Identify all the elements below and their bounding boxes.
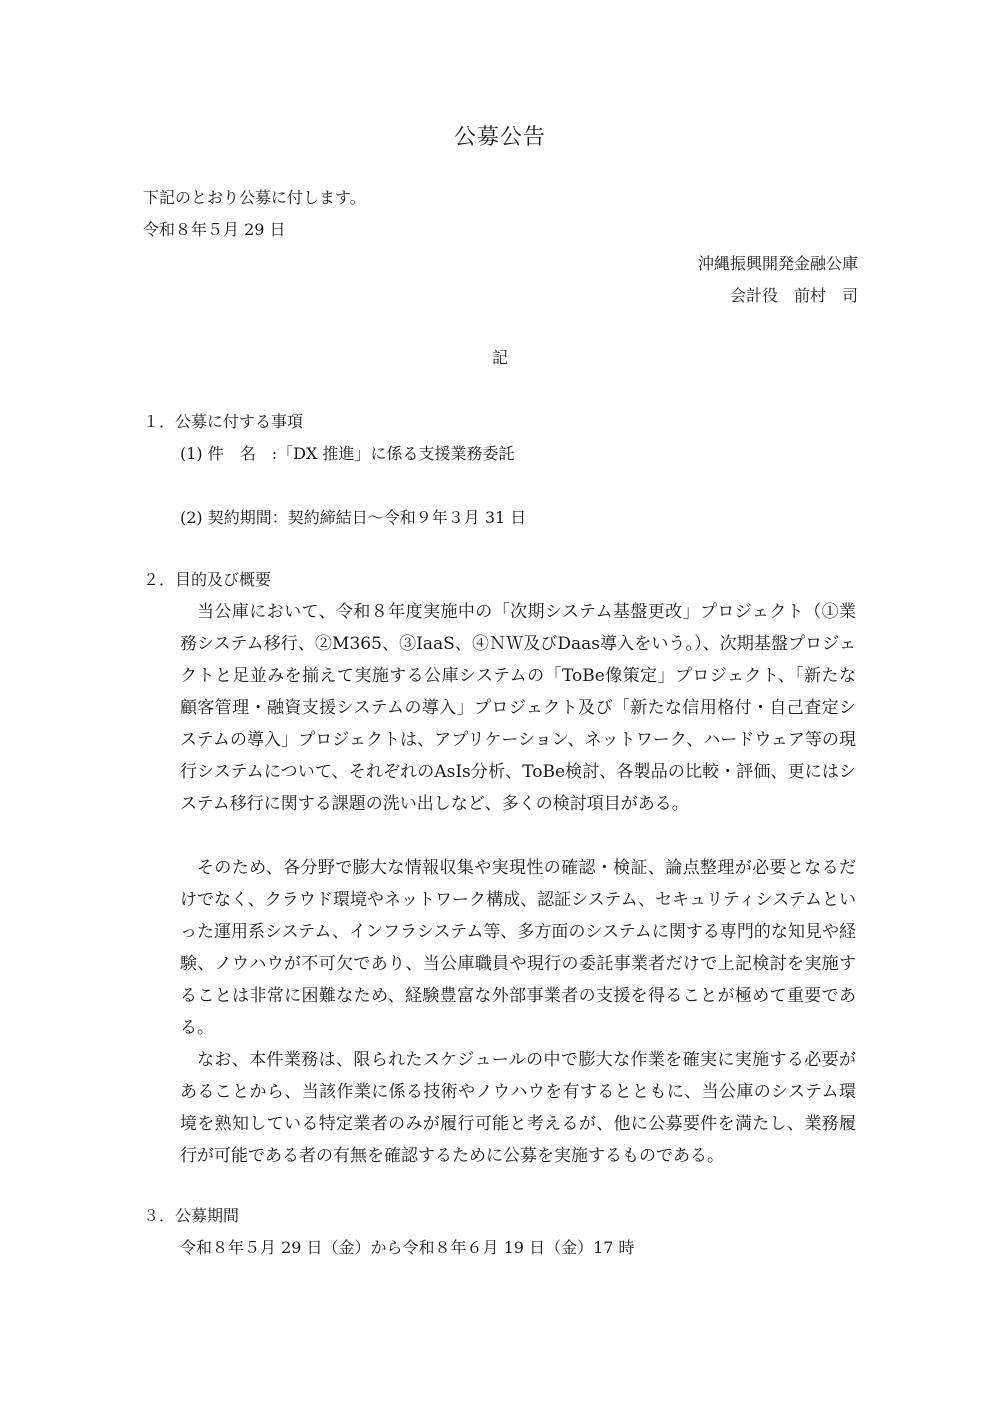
intro-text: 下記のとおり公募に付します。 xyxy=(143,188,366,207)
section3-heading: ３．公募期間 xyxy=(143,1206,240,1225)
purpose-paragraph-3: なお、本件業務は、限られたスケジュールの中で膨大な作業を確実に実施する必要があることから、当該作業に係る技術やノウハウを有するとともに、当公庫のシステム環境を熟知している特定業者のみが履行可能と考えるが、他に公募要件を満たし、業務履行が可能である者の有無を確認するために公募を実施するものである。 xyxy=(180,1050,856,1166)
section1-heading: １．公募に付する事項 xyxy=(143,412,304,431)
application-period: 令和８年５月 29 日（金）から令和８年６月 19 日（金）17 時 xyxy=(180,1238,635,1257)
issuer-organization: 沖縄振興開発金融公庫 xyxy=(697,254,858,273)
ki-heading: 記 xyxy=(491,348,508,367)
purpose-paragraph-1: 当公庫において、令和８年度実施中の「次期システム基盤更改」プロジェクト（①業務システム移行、②M365、③IaaS、④ＮＷ及びDaas導入をいう。）、次期基盤プロジェクトと足並みを揃えて実施する公庫システムの「ToBe像策定」プロジェクト、「新たな顧客管理・融資支援システムの導入」プロジェクト及び「新たな信用格付・自己査定システムの導入」プロジェクトは、アプリケーション、ネットワーク、ハードウェア等の現行システムについて、それぞれのAsIs分析、ToBe検討、各製品の比較・評価、更にはシステム移行に関する課題の洗い出しなど、多くの検討項目がある。 xyxy=(180,602,856,814)
page-title: 公募公告 xyxy=(453,125,546,150)
contract-period-item: (2) 契約期間：契約締結日～令和９年３月 31 日 xyxy=(180,508,527,527)
subject-item: (1) 件 名 :「DX 推進」に係る支援業務委託 xyxy=(180,444,515,463)
section2-heading: ２．目的及び概要 xyxy=(143,570,272,589)
issuer-official: 会計役 前村 司 xyxy=(729,286,858,305)
notice-date: 令和８年５月 29 日 xyxy=(143,220,286,239)
purpose-paragraph-2: そのため、各分野で膨大な情報収集や実現性の確認・検証、論点整理が必要となるだけでなく、クラウド環境やネットワーク構成、認証システム、セキュリティシステムといった運用系システム、インフラシステム等、多方面のシステムに関する専門的な知見や経験、ノウハウが不可欠であり、当公庫職員や現行の委託事業者だけで上記検討を実施することは非常に困難なため、経験豊富な外部事業者の支援を得ることが極めて重要である。 xyxy=(180,858,856,1038)
